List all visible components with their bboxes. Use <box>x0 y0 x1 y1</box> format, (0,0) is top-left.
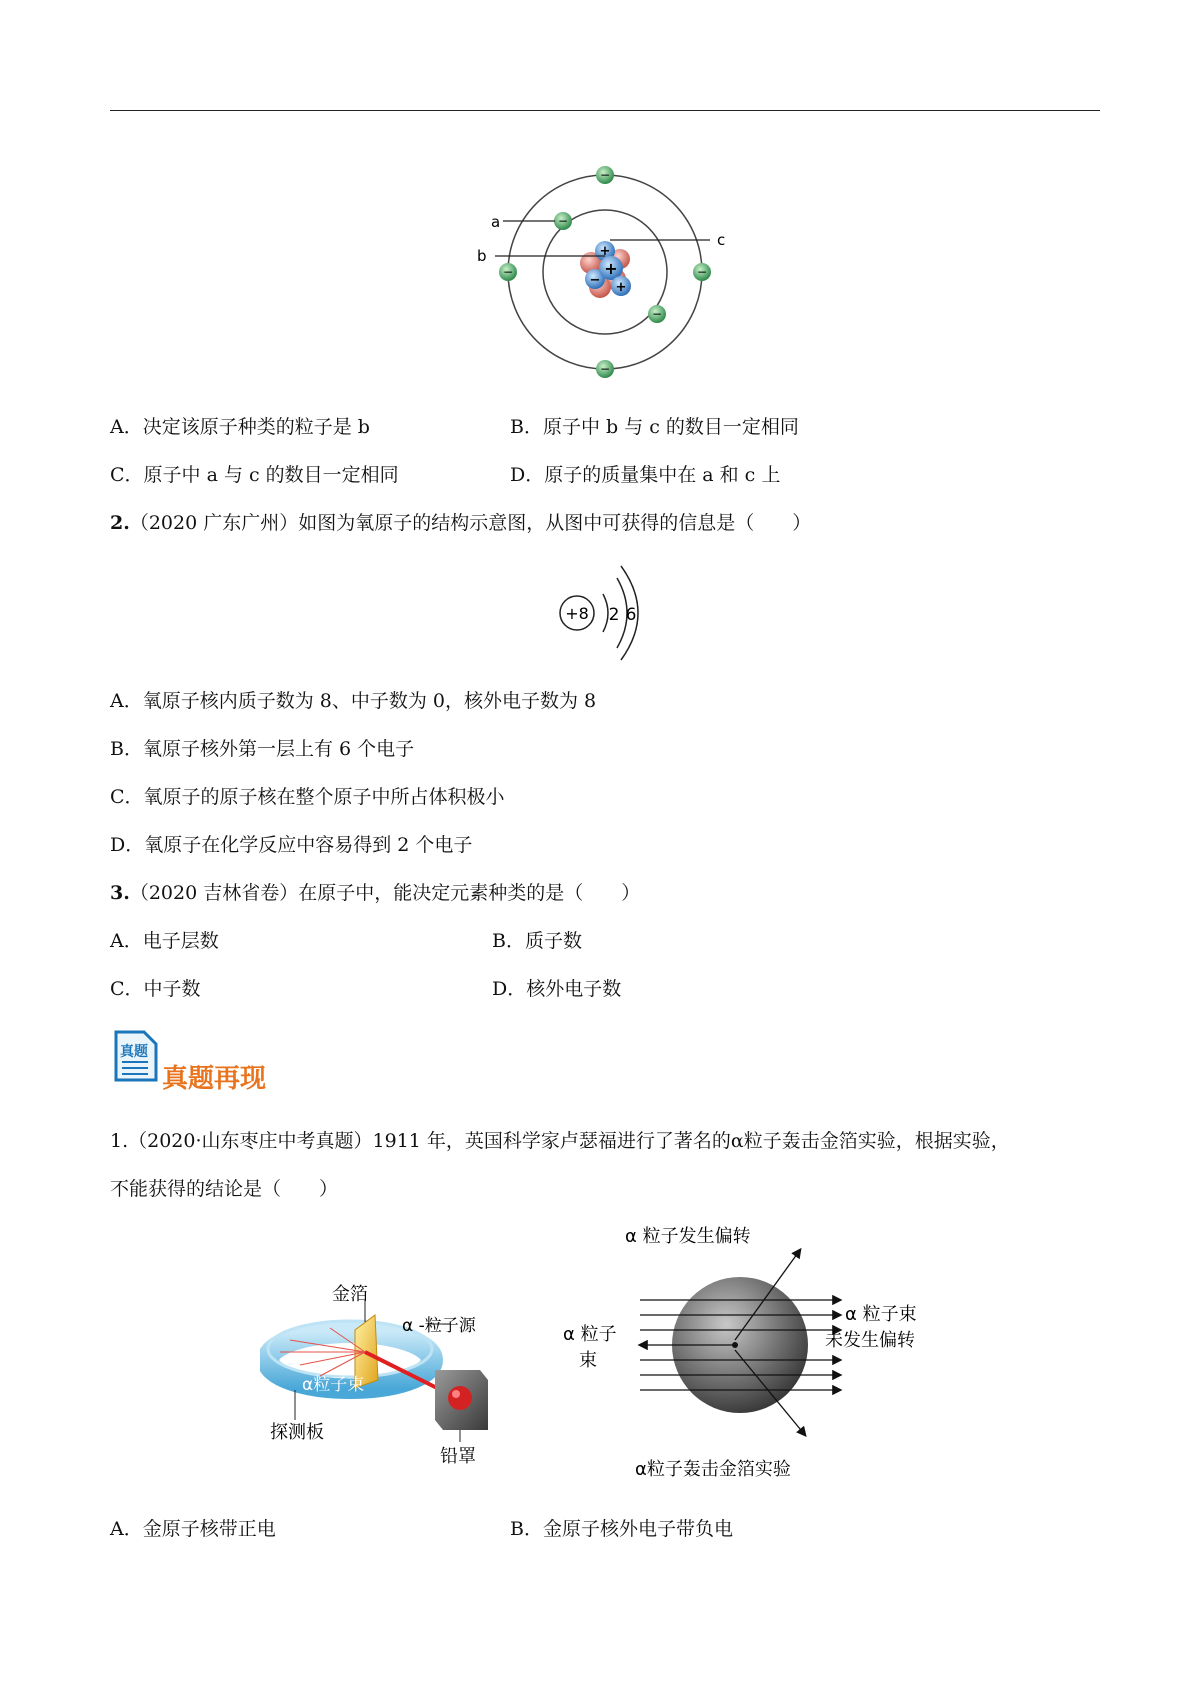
electron <box>648 305 666 323</box>
alpha-scattering-figure <box>555 1210 975 1480</box>
svg-text:+: + <box>615 280 627 295</box>
electron <box>596 166 614 184</box>
q3-option-c: C．中子数 <box>110 978 201 1000</box>
q3-option-d: D．核外电子数 <box>492 978 622 1000</box>
label-a: a <box>491 213 501 231</box>
deflect-label: α 粒子发生偏转 <box>625 1226 751 1247</box>
zq1-stem-line2: 不能获得的结论是（ ） <box>110 1178 339 1200</box>
svg-text:−: − <box>557 214 569 228</box>
label-c: c <box>717 231 726 249</box>
straight-label-line2: 未发生偏转 <box>825 1330 915 1351</box>
q1-option-b: B．原子中 b 与 c 的数目一定相同 <box>510 416 799 438</box>
alpha-beam-label: α粒子束 <box>302 1375 365 1395</box>
detector-label: 探测板 <box>270 1422 324 1443</box>
q2-option-c: C．氧原子的原子核在整个原子中所占体积极小 <box>110 786 505 808</box>
svg-text:−: − <box>696 265 708 279</box>
beam-label-line1: α 粒子 <box>563 1324 617 1345</box>
q3-stem-text: （2020 吉林省卷）在原子中，能决定元素种类的是（ ） <box>129 882 641 904</box>
svg-text:−: − <box>502 265 514 279</box>
svg-text:+: + <box>604 259 618 278</box>
figure-caption: α粒子轰击金箔实验 <box>635 1459 791 1480</box>
q2-option-d: D．氧原子在化学反应中容易得到 2 个电子 <box>110 834 473 856</box>
nucleus <box>580 241 631 298</box>
rutherford-apparatus-figure <box>260 1280 550 1470</box>
header-rule <box>110 110 1100 111</box>
shell1-count: 2 <box>608 605 620 625</box>
q3-option-b: B．质子数 <box>492 930 582 952</box>
label-b: b <box>477 247 487 265</box>
q2-stem-text: （2020 广东广州）如图为氧原子的结构示意图，从图中可获得的信息是（ ） <box>129 512 812 534</box>
q2-stem <box>110 510 811 536</box>
electron <box>554 212 572 230</box>
electron <box>693 263 711 281</box>
section-title: 真题再现 <box>162 1064 267 1094</box>
svg-text:−: − <box>599 362 611 376</box>
electron <box>499 263 517 281</box>
q2-number: 2. <box>110 512 130 534</box>
svg-text:−: − <box>599 168 611 182</box>
atom-structure-diagram <box>455 155 755 395</box>
electron <box>596 360 614 378</box>
section-heading <box>112 1028 312 1094</box>
zq1-stem-line1: 1.（2020·山东枣庄中考真题）1911 年，英国科学家卢瑟福进行了著名的α粒子轰击金箔实验，根据实验， <box>110 1130 1010 1152</box>
document-icon <box>112 1028 160 1084</box>
q1-option-a: A．决定该原子种类的粒子是 b <box>110 416 370 438</box>
straight-label-line1: α 粒子束 <box>845 1304 917 1325</box>
gold-foil-label: 金箔 <box>332 1284 368 1305</box>
zq1-option-b: B．金原子核外电子带负电 <box>510 1518 733 1540</box>
q1-option-c: C．原子中 a 与 c 的数目一定相同 <box>110 464 399 486</box>
q2-option-a: A．氧原子核内质子数为 8、中子数为 0，核外电子数为 8 <box>110 690 597 712</box>
q2-option-b: B．氧原子核外第一层上有 6 个电子 <box>110 738 415 760</box>
alpha-source-label: α -粒子源 <box>402 1316 476 1336</box>
q3-stem <box>110 880 640 906</box>
zq1-option-a: A．金原子核带正电 <box>110 1518 276 1540</box>
oxygen-nucleus-charge: +8 <box>565 604 589 623</box>
lead-box-label: 铅罩 <box>440 1446 476 1467</box>
svg-text:−: − <box>651 307 663 321</box>
svg-text:−: − <box>589 273 601 288</box>
oxygen-structure-diagram <box>555 558 665 668</box>
shell2-count: 6 <box>625 605 637 625</box>
icon-label: 真题 <box>120 1044 148 1060</box>
q3-option-a: A．电子层数 <box>110 930 219 952</box>
beam-label-line2: 束 <box>579 1350 597 1371</box>
svg-text:+: + <box>599 244 611 259</box>
q1-option-d: D．原子的质量集中在 a 和 c 上 <box>510 464 781 486</box>
q3-number: 3. <box>110 882 130 904</box>
